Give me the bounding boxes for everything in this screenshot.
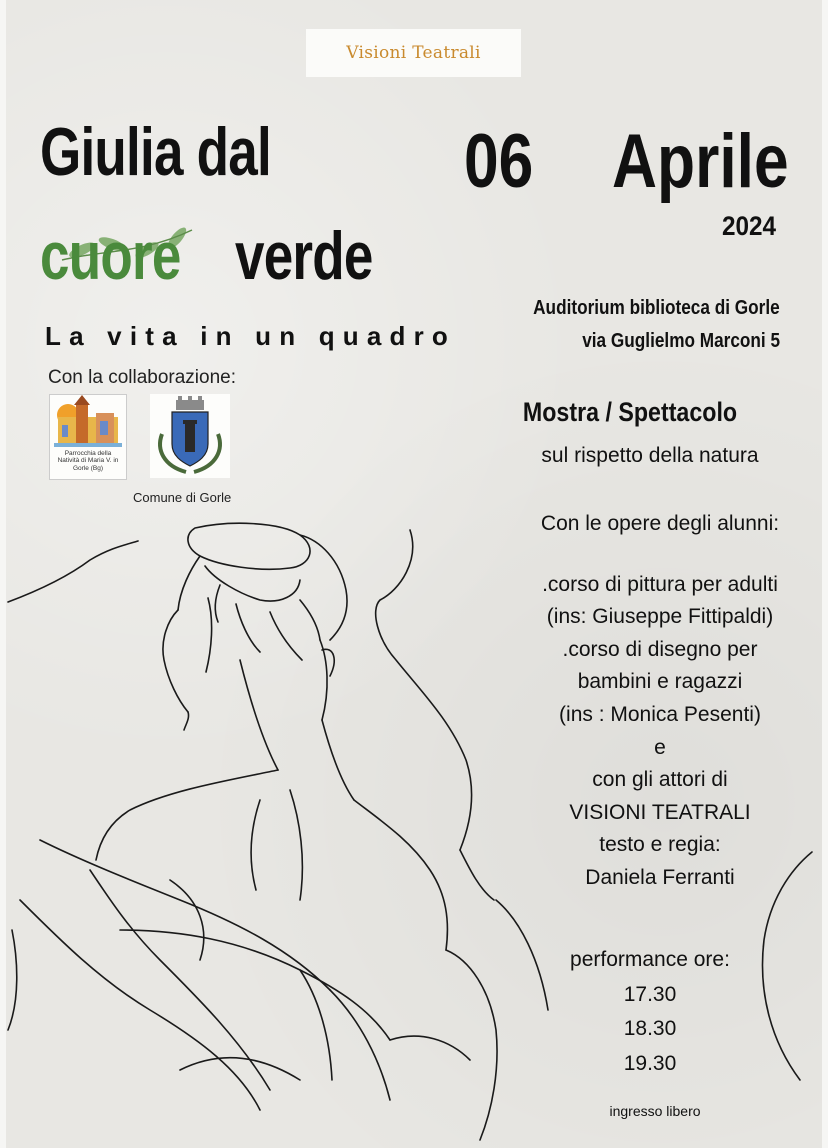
info-line: e xyxy=(654,735,666,759)
info-line: VISIONI TEATRALI xyxy=(569,800,751,824)
performance-label: performance ore: xyxy=(570,948,730,971)
performance-time: 19.30 xyxy=(623,1051,677,1075)
logo-text: Visioni Teatrali xyxy=(346,43,481,63)
info-line: testo e regia: xyxy=(599,833,721,857)
entry-note: ingresso libero xyxy=(609,1103,701,1119)
info-line: .corso di pittura per adulti xyxy=(542,572,778,596)
info-line: con gli attori di xyxy=(592,768,728,792)
info-block xyxy=(470,508,828,895)
info-line: (ins: Giuseppe Fittipaldi) xyxy=(546,605,774,629)
performance-time: 17.30 xyxy=(623,982,677,1006)
info-line: .corso di disegno per xyxy=(562,637,758,661)
venue-line1: Auditorium biblioteca di Gorle xyxy=(533,297,780,319)
event-type: Mostra / Spettacolo xyxy=(522,397,738,427)
event-topic: sul rispetto della natura xyxy=(541,444,759,467)
title-line1: Giulia dal xyxy=(40,114,271,190)
title-verde: verde xyxy=(235,218,373,294)
info-line: (ins : Monica Pesenti) xyxy=(559,702,761,726)
info-line: Con le opere degli alunni: xyxy=(540,512,780,535)
comune-gorle-crest xyxy=(150,394,230,478)
performance-time: 18.30 xyxy=(623,1017,677,1041)
coat-of-arms-icon xyxy=(150,394,230,478)
venue-line2: via Guglielmo Marconi 5 xyxy=(582,330,780,352)
title-cuore: cuore xyxy=(40,218,181,294)
info-line: bambini e ragazzi xyxy=(577,670,743,694)
visioni-teatrali-logo xyxy=(306,29,521,77)
info-line: Daniela Ferranti xyxy=(585,865,735,889)
comune-caption: Comune di Gorle xyxy=(133,490,232,505)
date-year: 2024 xyxy=(722,211,777,241)
info-spacer xyxy=(470,541,828,569)
date-day: 06 xyxy=(464,119,534,204)
parrocchia-caption: Parrocchia della Natività di Maria V. in Gorle (Bg) xyxy=(57,450,119,472)
parrocchia-logo xyxy=(49,394,127,480)
church-icon xyxy=(50,395,126,451)
collaboration-label: Con la collaborazione: xyxy=(48,367,237,388)
subtitle: La vita in un quadro xyxy=(45,321,457,351)
date-month: Aprile xyxy=(612,119,789,204)
performance-block xyxy=(470,943,828,1081)
